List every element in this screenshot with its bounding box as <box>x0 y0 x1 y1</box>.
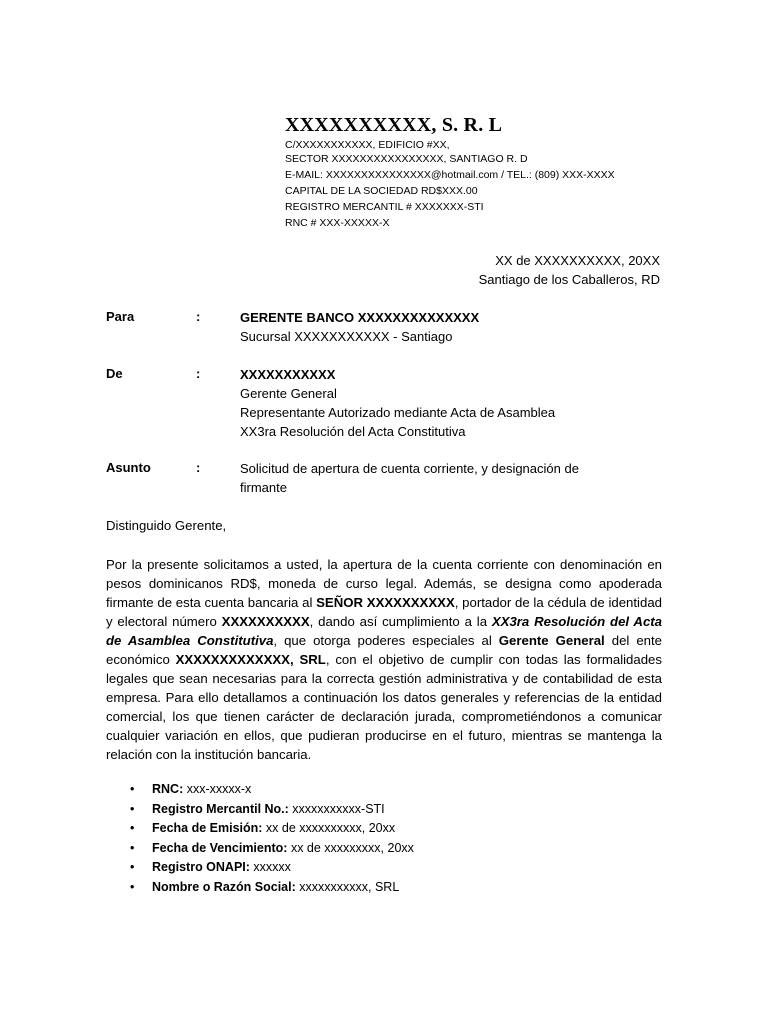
bullet-icon: • <box>130 782 135 796</box>
list-item-label: Nombre o Razón Social: <box>152 879 296 894</box>
para-branch: Sucursal XXXXXXXXXXX - Santiago <box>240 329 453 344</box>
list-item-value: xxx-xxxxx-x <box>183 782 252 796</box>
letterhead-capital-line: CAPITAL DE LA SOCIEDAD RD$XXX.00 <box>285 185 478 197</box>
de-resolution: XX3ra Resolución del Acta Constitutiva <box>240 424 466 439</box>
de-colon: : <box>196 366 201 381</box>
body-signer-name: SEÑOR XXXXXXXXXX <box>316 595 455 610</box>
de-sender-name: XXXXXXXXXXX <box>240 367 336 382</box>
body-text-6: , con el objetivo de cumplir con todas las formalidades legales que sean necesarias para la correcta gestión administrativa y de contabilidad de esta empresa. Para ello detallamos a continuación los datos generales y referencias de la entidad comercial, los que tienen carácter de declaración jurada, comprometiéndonos a comunicar cualquier variación en ellos, que pudieran producirse en el futuro, mientras se mantenga la relación con la institución bancaria. <box>106 652 662 762</box>
list-item-label: Registro ONAPI: <box>152 860 250 874</box>
list-item-fecha-vencimiento <box>106 839 414 859</box>
list-item-registro-onapi <box>106 858 414 878</box>
company-name: XXXXXXXXXX, S. R. L <box>285 114 503 136</box>
bullet-icon: • <box>130 879 135 894</box>
body-text-5: del ente económico <box>106 633 663 667</box>
place-line: Santiago de los Caballeros, RD <box>478 272 660 287</box>
bullet-icon: • <box>130 801 135 816</box>
list-item-registro-mercantil <box>106 800 414 820</box>
para-recipient-name: GERENTE BANCO XXXXXXXXXXXXXX <box>240 310 480 325</box>
body-text-4: , que otorga poderes especiales al <box>273 633 499 648</box>
list-item-label: Fecha de Emisión: <box>152 821 263 835</box>
body-paragraph <box>106 555 662 764</box>
asunto-text-line2: firmante <box>240 480 287 495</box>
list-item-value: xxxxxx <box>249 860 291 874</box>
list-item-label: RNC: <box>152 782 184 796</box>
date-line: XX de XXXXXXXXXX, 20XX <box>495 253 660 268</box>
para-colon: : <box>196 309 201 324</box>
list-item-value: xxxxxxxxxxx, SRL <box>295 879 400 894</box>
asunto-text-line1: Solicitud de apertura de cuenta corriente, y designación de <box>240 461 579 476</box>
list-item-fecha-emision <box>106 819 414 839</box>
bullet-icon: • <box>130 860 135 874</box>
list-item-label: Registro Mercantil No.: <box>152 801 289 816</box>
list-item-value: xxxxxxxxxxx-STI <box>288 801 385 816</box>
de-authorization: Representante Autorizado mediante Acta de Asamblea <box>240 405 556 420</box>
letterhead-registry-line: REGISTRO MERCANTIL # XXXXXXX-STI <box>285 201 484 213</box>
company-details-list <box>106 780 414 897</box>
letterhead-sector-line: SECTOR XXXXXXXXXXXXXXXX, SANTIAGO R. D <box>285 153 528 165</box>
body-role: Gerente General <box>498 633 605 648</box>
body-id-number: XXXXXXXXXX <box>221 614 310 629</box>
body-text-2: , portador de la cédula de identidad y electoral número <box>106 595 662 629</box>
bullet-icon: • <box>130 840 135 855</box>
asunto-label: Asunto <box>106 460 151 475</box>
para-label: Para <box>106 309 135 324</box>
salutation: Distinguido Gerente, <box>106 518 227 533</box>
bullet-icon: • <box>130 821 135 835</box>
list-item-razon-social <box>106 878 414 898</box>
list-item-value: xx de xxxxxxxxx, 20xx <box>287 840 414 855</box>
de-title: Gerente General <box>240 386 337 401</box>
body-company-name: XXXXXXXXXXXXX, SRL <box>175 652 326 667</box>
body-text-1: Por la presente solicitamos a usted, la apertura de la cuenta corriente con denominación en pesos dominicanos RD$, moneda de curso legal. Además, se designa como apoderada firmante de esta cuenta bancaria al <box>106 557 662 610</box>
letterhead-address-line: C/XXXXXXXXXXX, EDIFICIO #XX, <box>285 139 450 151</box>
body-resolution-reference: XX3ra Resolución del Acta de Asamblea Constitutiva <box>106 614 662 648</box>
letterhead-rnc-line: RNC # XXX-XXXXX-X <box>285 217 390 229</box>
de-label: De <box>106 366 123 381</box>
body-text-3: , dando así cumplimiento a la <box>309 614 492 629</box>
list-item-value: xx de xxxxxxxxxx, 20xx <box>262 821 396 835</box>
list-item-rnc <box>106 780 414 800</box>
list-item-label: Fecha de Vencimiento: <box>152 840 288 855</box>
asunto-colon: : <box>196 460 201 475</box>
letterhead-contact-line: E-MAIL: XXXXXXXXXXXXXXX@hotmail.com / TEL.: (809) XXX-XXXX <box>285 169 615 181</box>
